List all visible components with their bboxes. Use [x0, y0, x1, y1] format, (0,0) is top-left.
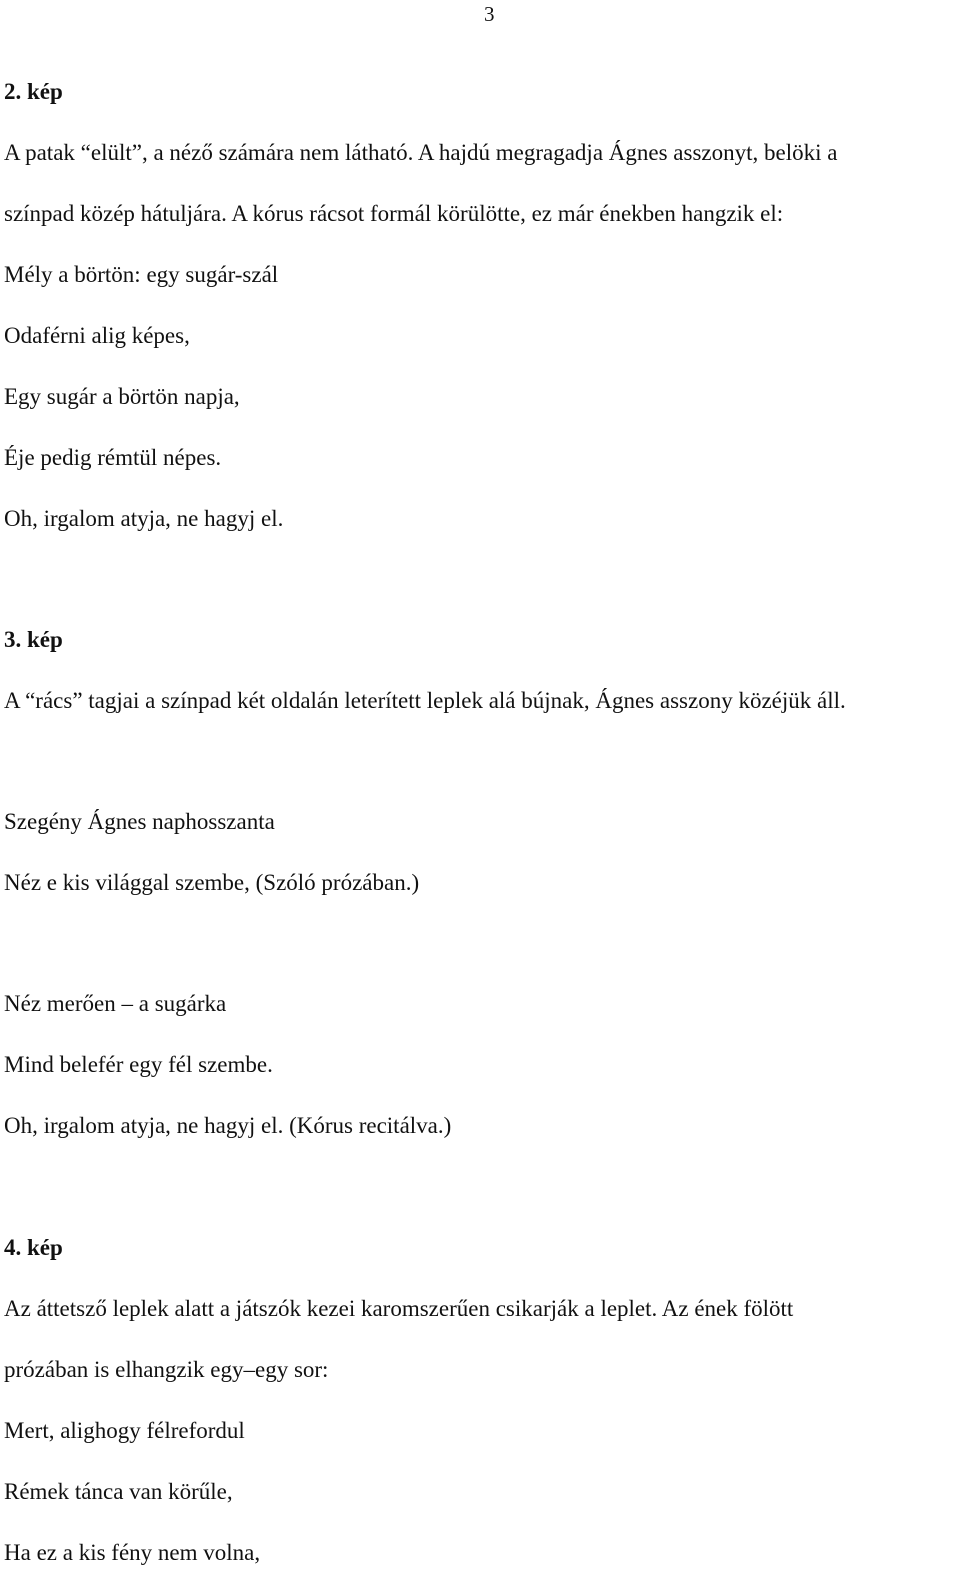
verse-line: Mind belefér egy fél szembe. — [4, 1052, 273, 1077]
page-number: 3 — [484, 2, 495, 26]
verse-line: Éje pedig rémtül népes. — [4, 445, 222, 470]
verse-line: Odaférni alig képes, — [4, 323, 190, 348]
verse-line: Oh, irgalom atyja, ne hagyj el. (Kórus recitálva.) — [4, 1113, 452, 1138]
verse-line: Rémek tánca van körűle, — [4, 1479, 233, 1504]
verse-line: Mély a börtön: egy sugár-szál — [4, 262, 279, 287]
section-heading-4: 4. kép — [4, 1235, 63, 1260]
section-heading-3: 3. kép — [4, 627, 63, 652]
stage-direction-line: prózában is elhangzik egy–egy sor: — [4, 1357, 329, 1382]
verse-line: Szegény Ágnes naphosszanta — [4, 809, 275, 834]
verse-line: Néz e kis világgal szembe, (Szóló prózában.) — [4, 870, 420, 895]
stage-direction-line: A “rács” tagjai a színpad két oldalán leterített leplek alá bújnak, Ágnes asszony közéjük áll. — [4, 688, 846, 713]
verse-line: Néz merően – a sugárka — [4, 991, 227, 1016]
stage-direction-line: színpad közép hátuljára. A kórus rácsot formál körülötte, ez már énekben hangzik el: — [4, 201, 784, 226]
stage-direction-line: A patak “elült”, a néző számára nem látható. A hajdú megragadja Ágnes asszonyt, belöki a — [4, 140, 838, 165]
verse-line: Egy sugár a börtön napja, — [4, 384, 240, 409]
section-heading-2: 2. kép — [4, 79, 63, 104]
stage-direction-line: Az áttetsző leplek alatt a játszók kezei karomszerűen csikarják a leplet. Az ének fölött — [4, 1296, 794, 1321]
verse-line: Ha ez a kis fény nem volna, — [4, 1540, 261, 1565]
verse-line: Oh, irgalom atyja, ne hagyj el. — [4, 506, 284, 531]
verse-line: Mert, alighogy félrefordul — [4, 1418, 245, 1443]
